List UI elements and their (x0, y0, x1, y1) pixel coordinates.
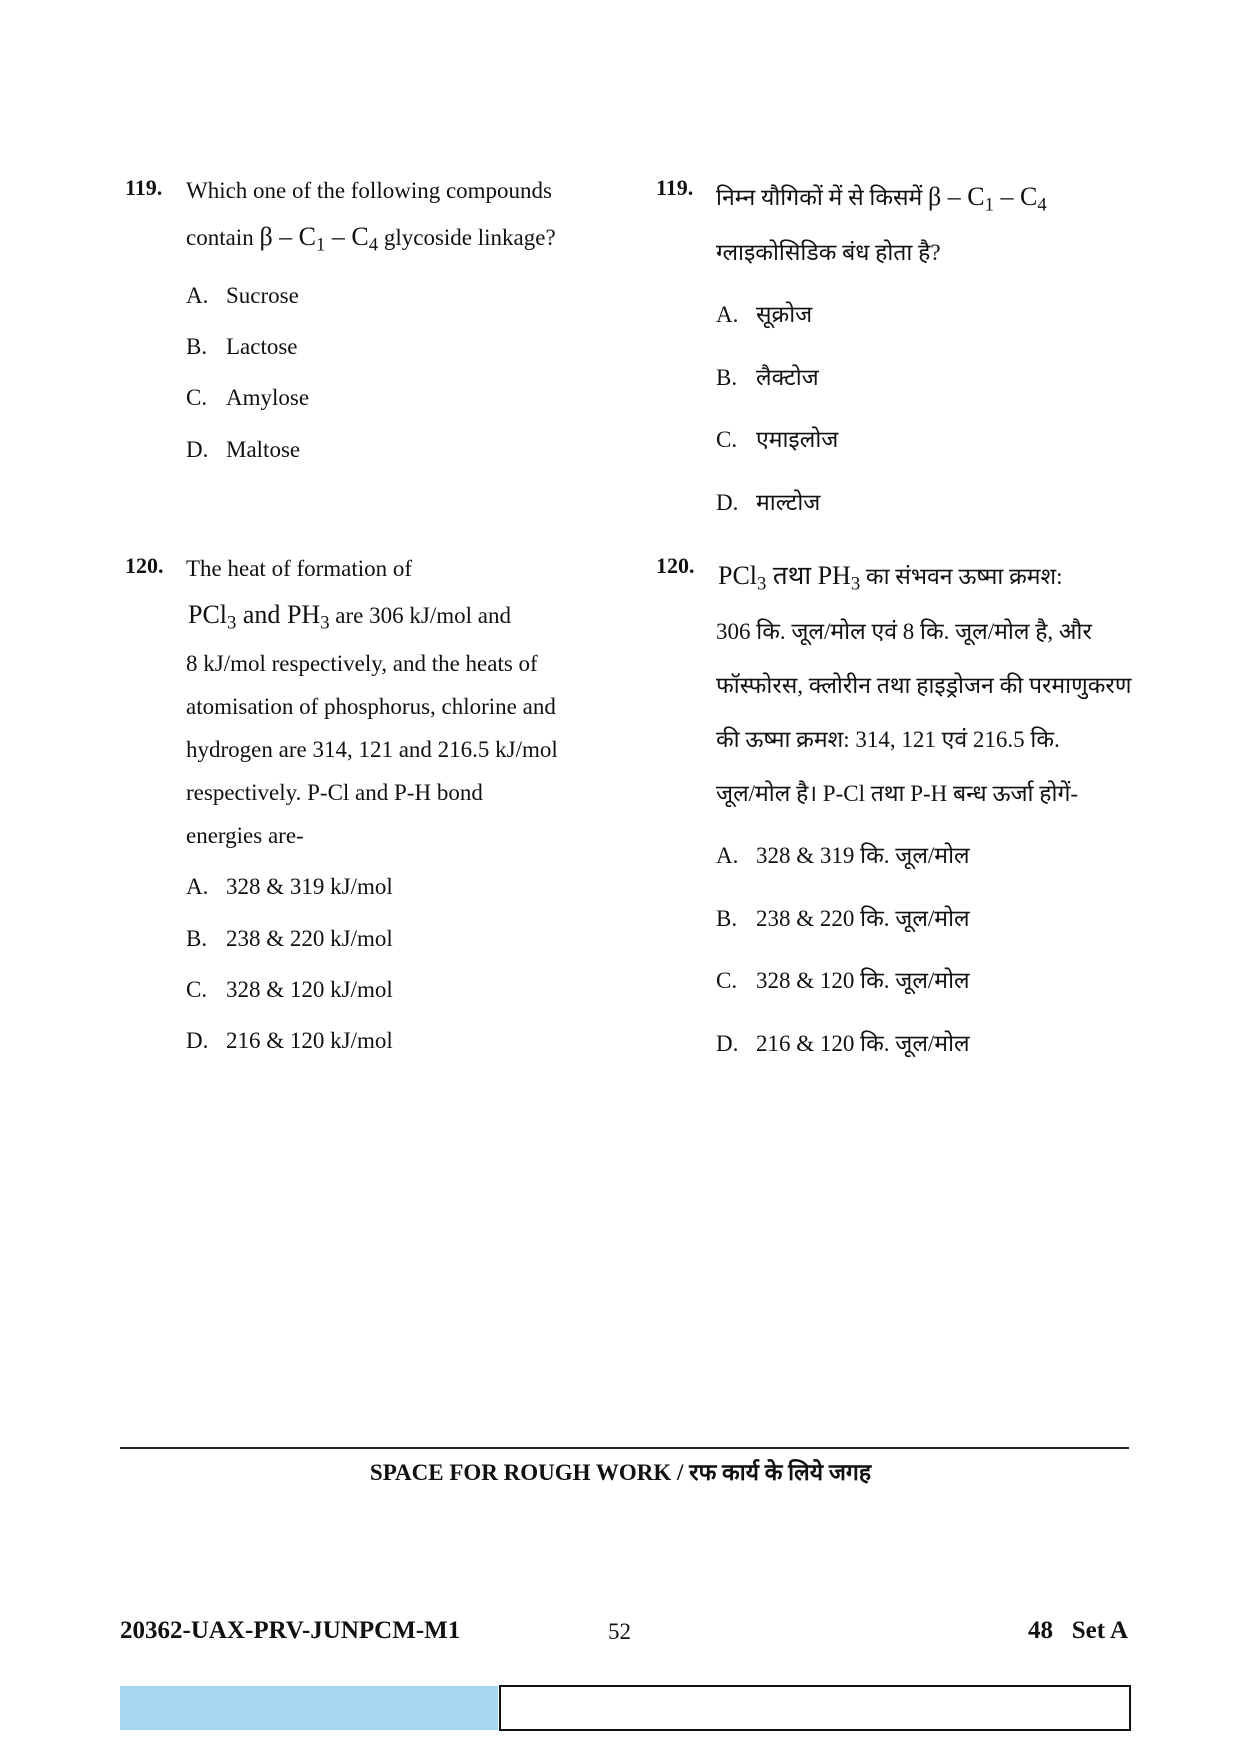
formula: β – $C_1 - C_4$ (928, 182, 1047, 216)
question-text: निम्न यौगिकों में से किसमें β – $C_1 - C_4$ (716, 182, 1047, 216)
booklet-code: 20362-UAX-PRV-JUNPCM-M1 (120, 1617, 461, 1644)
question-text: The heat of formation of (186, 556, 413, 581)
option-c[interactable]: C. एमाइलोज (716, 427, 839, 452)
option-a[interactable]: A. 328 & 319 कि. जूल/मोल (716, 843, 970, 868)
option-c[interactable]: C. 328 & 120 कि. जूल/मोल (716, 968, 970, 993)
option-b[interactable]: B. Lactose (186, 334, 298, 359)
option-b[interactable]: B. लैक्टोज (716, 365, 819, 390)
page-number: 52 (608, 1619, 631, 1644)
option-b[interactable]: B. 238 & 220 कि. जूल/मोल (716, 906, 970, 931)
question-text: atomisation of phosphorus, chlorine and (186, 694, 556, 719)
question-text: contain β – $C_1 - C_4$ glycoside linkage? (186, 222, 556, 256)
option-a[interactable]: A. सूक्रोज (716, 302, 813, 327)
set-info: 48 Set A (1028, 1617, 1128, 1644)
option-d[interactable]: D. माल्टोज (716, 490, 821, 515)
option-b[interactable]: B. 238 & 220 kJ/mol (186, 926, 393, 951)
formula: PCl$_3$ and $PH_3$ (188, 600, 330, 634)
rough-work-heading: SPACE FOR ROUGH WORK / रफ कार्य के लिये जगह (369, 1460, 872, 1485)
option-a[interactable]: A. 328 & 319 kJ/mol (186, 874, 393, 899)
question-text: PCl$_3$ तथा $PH_3$ का संभवन ऊष्मा क्रमश: (718, 561, 1063, 595)
question-text: जूल/मोल है। P-Cl तथा P-H बन्ध ऊर्जा होगें- (716, 781, 1079, 806)
option-d[interactable]: D. 216 & 120 kJ/mol (186, 1028, 393, 1053)
question-text: Which one of the following compounds (186, 178, 553, 203)
option-c[interactable]: C. 328 & 120 kJ/mol (186, 977, 393, 1002)
question-text: ग्लाइकोसिडिक बंध होता है? (716, 240, 941, 265)
question-number: 120. (125, 553, 164, 578)
question-text: फॉस्फोरस, क्लोरीन तथा हाइड्रोजन की परमाणुकरण (716, 673, 1132, 698)
question-text: respectively. P-Cl and P-H bond (186, 780, 483, 805)
question-number: 120. (656, 553, 695, 578)
question-text: energies are- (186, 823, 304, 848)
color-bar (120, 1686, 498, 1730)
question-number: 119. (125, 175, 163, 200)
question-text: hydrogen are 314, 121 and 216.5 kJ/mol (186, 737, 558, 762)
divider-rule (120, 1447, 1129, 1449)
question-text: की ऊष्मा क्रमश: 314, 121 एवं 216.5 कि. (716, 727, 1060, 752)
question-text: PCl$_3$ and $PH_3$ are 306 kJ/mol and (188, 600, 511, 634)
question-number: 119. (656, 175, 694, 200)
option-d[interactable]: D. 216 & 120 कि. जूल/मोल (716, 1031, 970, 1056)
question-text: 306 कि. जूल/मोल एवं 8 कि. जूल/मोल है, और (716, 619, 1092, 644)
question-text: 8 kJ/mol respectively, and the heats of (186, 651, 538, 676)
option-c[interactable]: C. Amylose (186, 385, 310, 410)
blank-box (499, 1685, 1131, 1731)
option-a[interactable]: A. Sucrose (186, 283, 299, 308)
formula: PCl$_3$ तथा $PH_3$ (718, 561, 861, 595)
formula: β – $C_1 - C_4$ (259, 222, 379, 256)
option-d[interactable]: D. Maltose (186, 437, 301, 462)
